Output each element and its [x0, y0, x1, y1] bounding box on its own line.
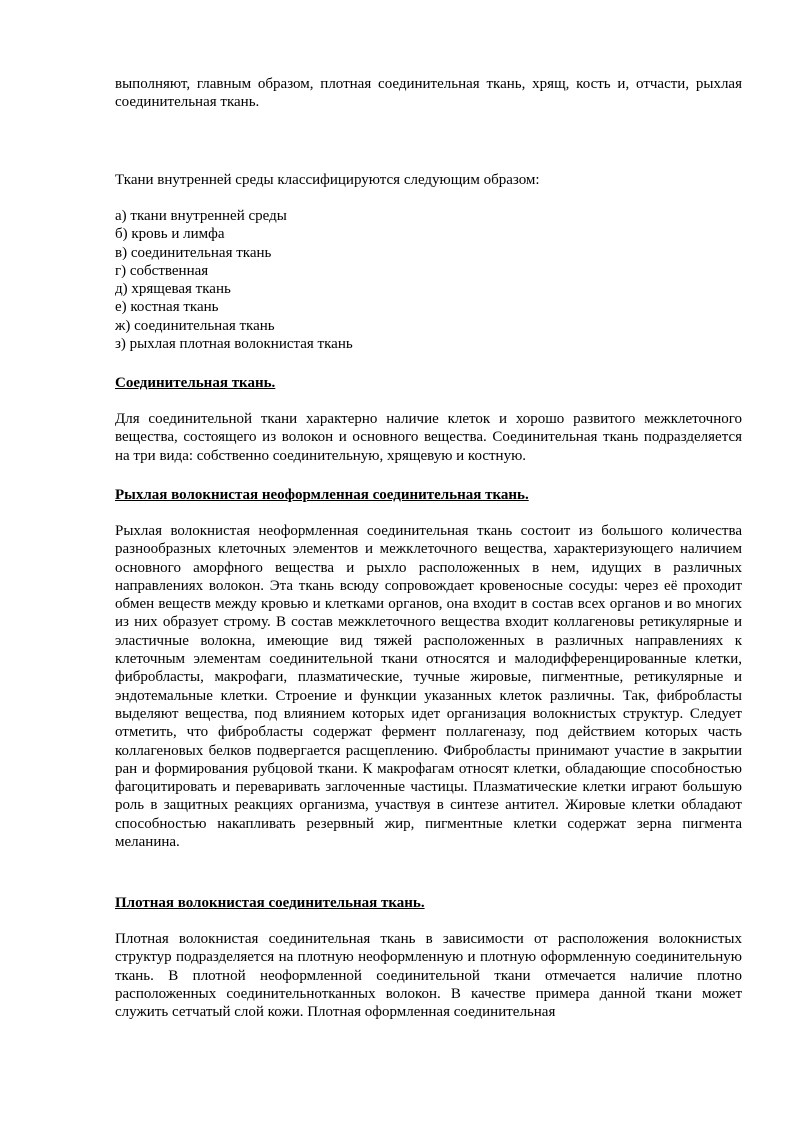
classification-intro: Ткани внутренней среды классифицируются следующим образом: — [115, 172, 540, 188]
list-item: з) рыхлая плотная волокнистая ткань — [115, 336, 353, 353]
section-text-loose-tissue: Рыхлая волокнистая неоформленная соединительная ткань состоит из большого количества разнообразных клеточных элементов и межклеточного вещества, характеризующего наличием основного аморфного вещества и рыхло расположенных в нем, идущих в различных направлениях волокон. Эта ткань всюду сопровождает кровеносные сосуды: через её проходит обмен веществ между кровью и клетками органов, она входит в состав всех органов и во многих из них образует строму. В состав межклеточного вещества входит коллагеновы ретикулярные и эластичные волокна, имеющие вид тяжей расположенных в различных направлениях к клеточным элементам соединительной ткани относятся и малодифференцированные клетки, фибробласты, макрофаги, плазматические, тучные жировые, пигментные, ретикулярные и эндотемальные клетки. Строение и функции указанных клеток различны. Так, фибробласты выделяют вещества, под влиянием которых идет организация волокнистых структур. Следует отметить, что фибробласты содержат фермент поллагеназу, под действием которых часть коллагеновых белков подвергается расщеплению. Фибробласты принимают участие в закрытии ран и формирования рубцовой ткани. К макрофагам относят клетки, обладающие способностью фагоцитировать и переваривать заглоченные частицы. Плазматические клетки играют большую роль в защитных реакциях организма, участвуя в синтезе антител. Жировые клетки обладают способностью накапливать резервный жир, пигментные клетки содержат зерна пигмента меланина. — [115, 523, 742, 851]
list-item: в) соединительная ткань — [115, 244, 272, 261]
section-heading-loose-tissue: Рыхлая волокнистая неоформленная соединительная ткань. — [115, 487, 529, 503]
section-heading-connective-tissue: Соединительная ткань. — [115, 375, 276, 391]
list-item: г) собственная — [115, 262, 209, 279]
section-text-dense-tissue: Плотная волокнистая соединительная ткань в зависимости от расположения волокнистых структур подразделяется на плотную неоформленную и плотную оформленную соединительную ткань. В плотной неоформленной соединительной ткани отмечается наличие плотно расположенных соединительнотканных волокон. В качестве примера данной ткани может служить сетчатый слой кожи. Плотная оформленная соединительная — [115, 931, 742, 1021]
list-item: б) кровь и лимфа — [115, 226, 225, 243]
section-text-connective-tissue: Для соединительной ткани характерно наличие клеток и хорошо развитого межклеточного вещества, состоящего из волокон и основного вещества. Соединительная ткань подразделяется на три вида: собственно соединительную, хрящевую и костную. — [115, 411, 742, 464]
section-heading-dense-tissue: Плотная волокнистая соединительная ткань. — [115, 895, 425, 911]
list-item: ж) соединительная ткань — [115, 317, 275, 334]
list-item: д) хрящевая ткань — [115, 281, 231, 298]
intro-paragraph: выполняют, главным образом, плотная соединительная ткань, хрящ, кость и, отчасти, рыхлая соединительная ткань. — [115, 76, 742, 111]
list-item: е) костная ткань — [115, 299, 219, 316]
classification-list — [115, 207, 742, 353]
list-item: а) ткани внутренней среды — [115, 208, 287, 224]
